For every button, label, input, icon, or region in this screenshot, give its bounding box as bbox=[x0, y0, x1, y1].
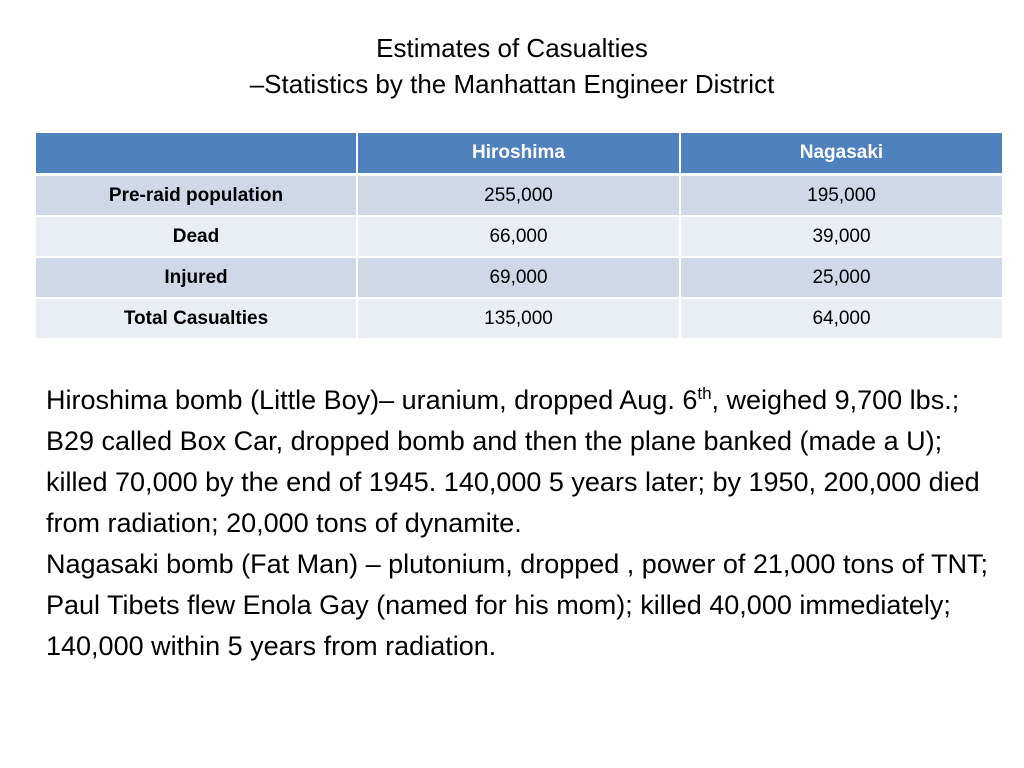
header-cell-hiroshima: Hiroshima bbox=[357, 133, 680, 175]
header-cell-nagasaki: Nagasaki bbox=[680, 133, 1003, 175]
table-row bbox=[35, 175, 1003, 217]
table-row bbox=[35, 298, 1003, 339]
table-row bbox=[35, 257, 1003, 298]
row-label: Injured bbox=[35, 257, 357, 298]
hiroshima-text-part1: Hiroshima bomb (Little Boy)– uranium, dropped Aug. 6 bbox=[46, 385, 698, 415]
casualties-table bbox=[34, 133, 1004, 340]
hiroshima-value: 69,000 bbox=[357, 257, 680, 298]
title-line-2: –Statistics by the Manhattan Engineer District bbox=[249, 69, 775, 99]
hiroshima-value: 255,000 bbox=[357, 175, 680, 217]
title-line-1: Estimates of Casualties bbox=[376, 33, 648, 63]
nagasaki-value: 64,000 bbox=[680, 298, 1003, 339]
row-label: Dead bbox=[35, 216, 357, 257]
row-label: Total Casualties bbox=[35, 298, 357, 339]
nagasaki-value: 39,000 bbox=[680, 216, 1003, 257]
hiroshima-paragraph bbox=[46, 380, 996, 544]
ordinal-superscript: th bbox=[697, 384, 712, 403]
nagasaki-paragraph: Nagasaki bomb (Fat Man) – plutonium, dropped , power of 21,000 tons of TNT; Paul Tibets flew Enola Gay (named for his mom); killed 40,000 immediately; 140,000 within 5 years from radiation. bbox=[46, 549, 989, 661]
hiroshima-value: 66,000 bbox=[357, 216, 680, 257]
hiroshima-text-part2: , weighed 9,700 lbs.; B29 called Box Car, dropped bomb and then the plane banked (made a U); killed 70,000 by the end of 1945. 140,000 5 years later; by 1950, 200,000 died from radiation; 20,000 tons of dynamite. bbox=[46, 385, 980, 538]
nagasaki-value: 25,000 bbox=[680, 257, 1003, 298]
nagasaki-value: 195,000 bbox=[680, 175, 1003, 217]
hiroshima-value: 135,000 bbox=[357, 298, 680, 339]
table-header-row bbox=[35, 133, 1003, 175]
body-text bbox=[46, 380, 996, 667]
table-row bbox=[35, 216, 1003, 257]
slide-title bbox=[0, 30, 1024, 102]
header-cell-blank bbox=[35, 133, 357, 175]
row-label: Pre-raid population bbox=[35, 175, 357, 217]
